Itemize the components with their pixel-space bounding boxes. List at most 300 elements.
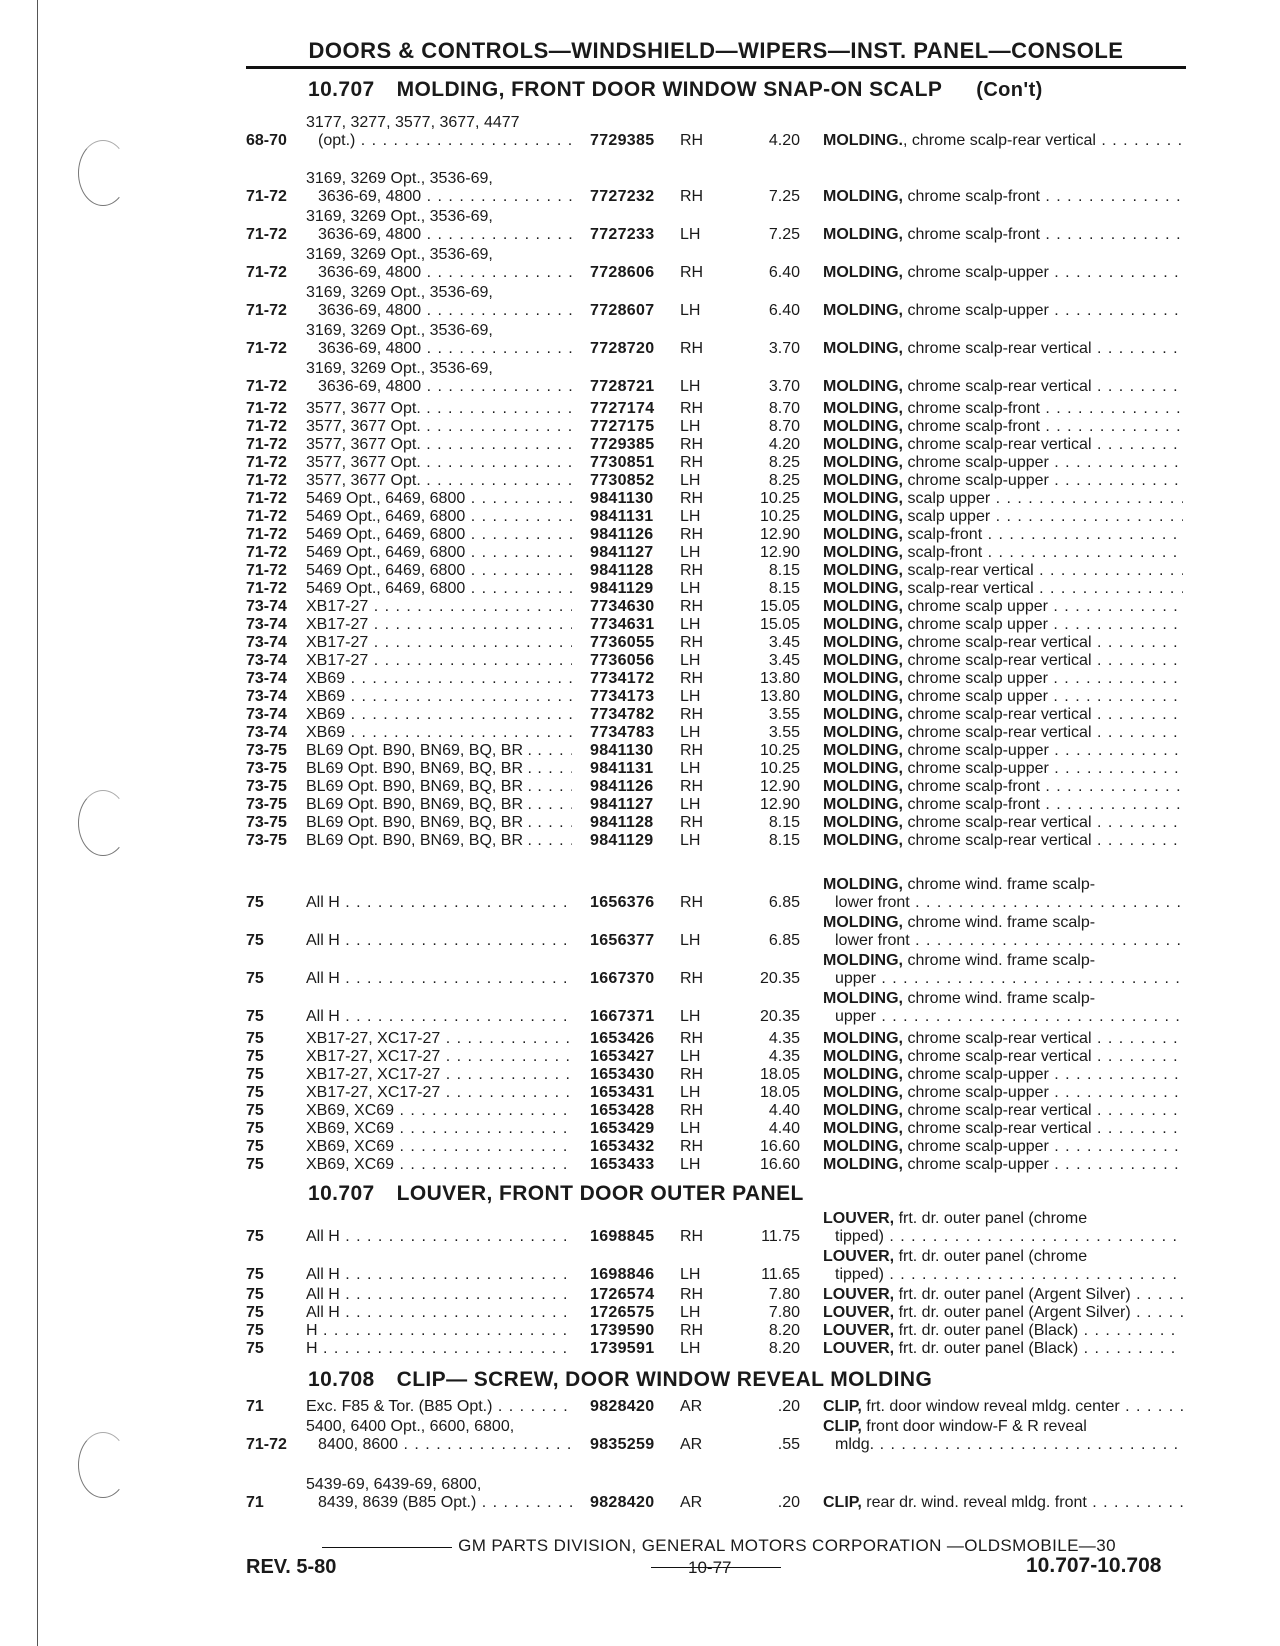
price: 8.15 bbox=[768, 814, 800, 831]
description-cell: CLIP, rear dr. wind. reveal mldg. front . . . bbox=[823, 1494, 1183, 1512]
year-range: 75 bbox=[246, 1340, 264, 1357]
part-number: 7736055 bbox=[590, 634, 655, 651]
part-number: 1653427 bbox=[590, 1048, 655, 1065]
model-cell: BL69 Opt. B90, BN69, BQ, BR . . . . bbox=[306, 778, 572, 796]
price: 10.25 bbox=[759, 490, 800, 507]
part-number: 1653430 bbox=[590, 1066, 655, 1083]
year-range: 75 bbox=[246, 1322, 264, 1339]
model-cell: 5469 Opt., 6469, 6800 . . . bbox=[306, 562, 572, 580]
description-cell: MOLDING, chrome scalp upper . . . bbox=[823, 598, 1183, 616]
description-cell: MOLDING, chrome scalp-rear vertical . . . bbox=[823, 814, 1183, 832]
model-cell: All H . . . bbox=[306, 1286, 572, 1304]
part-number: 7730851 bbox=[590, 454, 655, 471]
side-code: RH bbox=[680, 1138, 704, 1155]
model-cell: BL69 Opt. B90, BN69, BQ, BR . . . . bbox=[306, 760, 572, 778]
side-code: LH bbox=[680, 1156, 701, 1173]
model-cell: BL69 Opt. B90, BN69, BQ, BR . . . . bbox=[306, 814, 572, 832]
model-cell: XB69 . . . bbox=[306, 670, 572, 688]
part-number: 1653432 bbox=[590, 1138, 655, 1155]
description-cell: MOLDING, chrome scalp-rear vertical . . . bbox=[823, 340, 1183, 358]
part-number: 9841128 bbox=[590, 562, 654, 579]
description-cell: MOLDING, chrome scalp-rear vertical . . . bbox=[823, 706, 1183, 724]
side-code: RH bbox=[680, 132, 704, 149]
price: 18.05 bbox=[759, 1084, 800, 1101]
table-row bbox=[0, 990, 1280, 1026]
description-cell bbox=[823, 990, 1183, 1026]
price: 8.15 bbox=[768, 580, 800, 597]
model-cell: All H . . . bbox=[306, 1266, 572, 1284]
price: 16.60 bbox=[759, 1138, 800, 1155]
description-cell: MOLDING, chrome scalp-rear vertical . . . bbox=[823, 1102, 1183, 1120]
table-row bbox=[0, 246, 1280, 282]
side-code: RH bbox=[680, 598, 704, 615]
side-code: LH bbox=[680, 418, 701, 435]
model-cell: All H . . . bbox=[306, 894, 572, 912]
price: 7.80 bbox=[768, 1304, 800, 1321]
year-range: 71-72 bbox=[246, 508, 287, 525]
year-range: 75 bbox=[246, 1030, 264, 1047]
model-cell: BL69 Opt. B90, BN69, BQ, BR . . . . bbox=[306, 742, 572, 760]
year-range: 75 bbox=[246, 1304, 264, 1321]
description-cell: MOLDING, chrome scalp-front . . . bbox=[823, 418, 1183, 436]
model-line-2: 8400, 8600 . . . bbox=[306, 1436, 572, 1454]
year-range: 73-74 bbox=[246, 616, 287, 633]
price: .55 bbox=[777, 1436, 800, 1453]
price: 3.45 bbox=[768, 634, 800, 651]
description-cell: MOLDING, chrome scalp-upper . . . bbox=[823, 302, 1183, 320]
year-range: 73-75 bbox=[246, 742, 287, 759]
year-range: 75 bbox=[246, 1266, 264, 1283]
side-code: RH bbox=[680, 778, 704, 795]
year-range: 71-72 bbox=[246, 378, 287, 395]
side-code: LH bbox=[680, 932, 701, 949]
year-range: 71-72 bbox=[246, 302, 287, 319]
description-cell: MOLDING, chrome scalp-upper . . . bbox=[823, 1066, 1183, 1084]
part-number: 1667371 bbox=[590, 1008, 655, 1025]
part-number: 7734630 bbox=[590, 598, 655, 615]
year-range: 68-70 bbox=[246, 132, 287, 149]
year-range: 75 bbox=[246, 1102, 264, 1119]
year-range: 75 bbox=[246, 1120, 264, 1137]
description-cell: MOLDING, scalp upper . . . bbox=[823, 490, 1183, 508]
part-number: 7728607 bbox=[590, 302, 655, 319]
model-cell: XB17-27, XC17-27 . . . bbox=[306, 1030, 572, 1048]
side-code: LH bbox=[680, 378, 701, 395]
price: 3.55 bbox=[768, 706, 800, 723]
model-cell: 5469 Opt., 6469, 6800 . . . bbox=[306, 526, 572, 544]
part-number: 7727175 bbox=[590, 418, 655, 435]
model-line-2: 3636-69, 4800 . . . bbox=[306, 378, 572, 396]
model-cell bbox=[306, 114, 572, 150]
price: 8.25 bbox=[768, 454, 800, 471]
model-line-1: 3169, 3269 Opt., 3536-69, bbox=[306, 322, 493, 339]
description-cell: MOLDING, chrome scalp-rear vertical . . . bbox=[823, 832, 1183, 850]
part-number: 7730852 bbox=[590, 472, 655, 489]
side-code: RH bbox=[680, 1286, 704, 1303]
model-line-1: 5400, 6400 Opt., 6600, 6800, bbox=[306, 1418, 515, 1435]
price: 4.35 bbox=[768, 1048, 800, 1065]
description-cell bbox=[823, 1418, 1183, 1454]
description-cell: MOLDING, chrome scalp upper . . . bbox=[823, 688, 1183, 706]
price: 8.25 bbox=[768, 472, 800, 489]
model-line-2: 3636-69, 4800 . . . bbox=[306, 188, 572, 206]
part-number: 1698845 bbox=[590, 1228, 655, 1245]
year-range: 71-72 bbox=[246, 472, 287, 489]
description-line-1: MOLDING, chrome wind. frame scalp- bbox=[823, 914, 1096, 931]
model-cell: 3577, 3677 Opt. . . . bbox=[306, 418, 572, 436]
model-line-2: 8439, 8639 (B85 Opt.) . . . bbox=[306, 1494, 572, 1512]
description-cell: MOLDING, chrome scalp-front . . . bbox=[823, 796, 1183, 814]
model-cell: 5469 Opt., 6469, 6800 . . . bbox=[306, 508, 572, 526]
description-line-1: MOLDING, chrome wind. frame scalp- bbox=[823, 990, 1096, 1007]
side-code: RH bbox=[680, 814, 704, 831]
price: 3.55 bbox=[768, 724, 800, 741]
part-number: 1739591 bbox=[590, 1340, 655, 1357]
price: 20.35 bbox=[759, 1008, 800, 1025]
part-number: 9841130 bbox=[590, 490, 654, 507]
side-code: RH bbox=[680, 340, 704, 357]
side-code: RH bbox=[680, 264, 704, 281]
year-range: 75 bbox=[246, 1228, 264, 1245]
model-cell: XB17-27, XC17-27 . . . bbox=[306, 1048, 572, 1066]
table-row bbox=[0, 1210, 1280, 1246]
year-range: 75 bbox=[246, 1008, 264, 1025]
section-number: 10.707 bbox=[308, 1182, 375, 1205]
table-row bbox=[0, 1418, 1280, 1454]
price: 10.25 bbox=[759, 508, 800, 525]
part-number: 1667370 bbox=[590, 970, 655, 987]
description-cell: MOLDING, chrome scalp-rear vertical . . . bbox=[823, 634, 1183, 652]
table-row bbox=[0, 914, 1280, 950]
price: 16.60 bbox=[759, 1156, 800, 1173]
section-continued: (Con't) bbox=[976, 79, 1043, 101]
year-range: 73-74 bbox=[246, 688, 287, 705]
table-row bbox=[0, 1156, 1280, 1192]
section-number: 10.707 bbox=[308, 78, 375, 101]
description-cell: MOLDING, chrome scalp-front . . . bbox=[823, 188, 1183, 206]
model-cell: 5469 Opt., 6469, 6800 . . . bbox=[306, 580, 572, 598]
year-range: 73-74 bbox=[246, 634, 287, 651]
price: 12.90 bbox=[759, 526, 800, 543]
part-number: 7728606 bbox=[590, 264, 655, 281]
description-line-2: upper . . . bbox=[823, 1008, 1183, 1026]
side-code: RH bbox=[680, 1066, 704, 1083]
year-range: 71-72 bbox=[246, 1436, 287, 1453]
side-code: LH bbox=[680, 1340, 701, 1357]
part-number: 9841129 bbox=[590, 580, 654, 597]
description-cell: MOLDING, chrome scalp upper . . . bbox=[823, 616, 1183, 634]
part-number: 1656377 bbox=[590, 932, 655, 949]
model-cell: XB69 . . . bbox=[306, 688, 572, 706]
model-line-1: 5439-69, 6439-69, 6800, bbox=[306, 1476, 482, 1493]
model-cell: BL69 Opt. B90, BN69, BQ, BR . . . . bbox=[306, 832, 572, 850]
side-code: RH bbox=[680, 706, 704, 723]
page-reference: 10.707-10.708 bbox=[1026, 1554, 1162, 1577]
part-number: 9835259 bbox=[590, 1436, 655, 1453]
description-cell: MOLDING, chrome scalp-upper . . . bbox=[823, 1084, 1183, 1102]
model-cell bbox=[306, 284, 572, 320]
price: .20 bbox=[777, 1494, 800, 1511]
model-cell bbox=[306, 170, 572, 206]
footer-line bbox=[246, 1536, 1186, 1556]
model-cell bbox=[306, 208, 572, 244]
year-range: 73-75 bbox=[246, 814, 287, 831]
price: 11.65 bbox=[761, 1266, 800, 1283]
description-cell: MOLDING, chrome scalp upper . . . bbox=[823, 670, 1183, 688]
side-code: RH bbox=[680, 670, 704, 687]
price: 12.90 bbox=[759, 778, 800, 795]
side-code: LH bbox=[680, 302, 701, 319]
model-cell: XB17-27 . . . bbox=[306, 652, 572, 670]
part-number: 7734631 bbox=[590, 616, 655, 633]
part-number: 7727174 bbox=[590, 400, 655, 417]
side-code: LH bbox=[680, 1120, 701, 1137]
description-cell: MOLDING, chrome scalp-upper . . . bbox=[823, 1156, 1183, 1174]
year-range: 75 bbox=[246, 932, 264, 949]
description-cell: MOLDING, chrome scalp-rear vertical . . . bbox=[823, 724, 1183, 742]
model-line-2: 3636-69, 4800 . . . bbox=[306, 264, 572, 282]
side-code: AR bbox=[680, 1494, 703, 1511]
year-range: 71-72 bbox=[246, 526, 287, 543]
description-cell: MOLDING, chrome scalp-upper . . . bbox=[823, 1138, 1183, 1156]
description-cell: MOLDING, chrome scalp-rear vertical . . . bbox=[823, 436, 1183, 454]
part-number: 7734173 bbox=[590, 688, 655, 705]
price: 8.70 bbox=[768, 418, 800, 435]
year-range: 73-74 bbox=[246, 652, 287, 669]
part-number: 7736056 bbox=[590, 652, 655, 669]
side-code: LH bbox=[680, 472, 701, 489]
year-range: 71-72 bbox=[246, 340, 287, 357]
price: 6.85 bbox=[768, 932, 800, 949]
model-line-2: 3636-69, 4800 . . . bbox=[306, 340, 572, 358]
price: 8.15 bbox=[768, 832, 800, 849]
price: 3.70 bbox=[768, 340, 800, 357]
side-code: RH bbox=[680, 454, 704, 471]
model-cell bbox=[306, 246, 572, 282]
model-cell bbox=[306, 360, 572, 396]
part-number: 9841128 bbox=[590, 814, 654, 831]
side-code: LH bbox=[680, 724, 701, 741]
description-cell: MOLDING, scalp upper . . . bbox=[823, 508, 1183, 526]
model-line-2: 3636-69, 4800 . . . bbox=[306, 302, 572, 320]
table-row bbox=[0, 322, 1280, 358]
side-code: RH bbox=[680, 970, 704, 987]
year-range: 75 bbox=[246, 1156, 264, 1173]
description-line-1: LOUVER, frt. dr. outer panel (chrome bbox=[823, 1248, 1088, 1265]
model-cell: XB17-27 . . . bbox=[306, 634, 572, 652]
side-code: AR bbox=[680, 1436, 703, 1453]
price: 8.20 bbox=[768, 1340, 800, 1357]
year-range: 71-72 bbox=[246, 188, 287, 205]
table-row bbox=[0, 170, 1280, 206]
price: 18.05 bbox=[759, 1066, 800, 1083]
side-code: LH bbox=[680, 1084, 701, 1101]
price: 4.20 bbox=[768, 436, 800, 453]
price: 4.35 bbox=[768, 1030, 800, 1047]
model-cell bbox=[306, 1476, 572, 1512]
part-number: 9841127 bbox=[590, 544, 654, 561]
model-cell bbox=[306, 322, 572, 358]
part-number: 9841130 bbox=[590, 742, 654, 759]
table-row bbox=[0, 1248, 1280, 1284]
description-cell: MOLDING, chrome scalp-front . . . bbox=[823, 778, 1183, 796]
table-row bbox=[0, 876, 1280, 912]
side-code: RH bbox=[680, 562, 704, 579]
description-cell: LOUVER, frt. dr. outer panel (Black) . . . bbox=[823, 1322, 1183, 1340]
description-line-1: CLIP, front door window-F & R reveal bbox=[823, 1418, 1087, 1435]
description-line-2: tipped) . . . bbox=[823, 1266, 1183, 1284]
part-number: 7734172 bbox=[590, 670, 655, 687]
table-row bbox=[0, 114, 1280, 150]
price: 6.40 bbox=[768, 264, 800, 281]
year-range: 73-74 bbox=[246, 598, 287, 615]
price: 13.80 bbox=[759, 688, 800, 705]
part-number: 1726574 bbox=[590, 1286, 655, 1303]
part-number: 9841129 bbox=[590, 832, 654, 849]
side-code: RH bbox=[680, 490, 704, 507]
model-cell: 3577, 3677 Opt. . . . bbox=[306, 454, 572, 472]
price: 6.85 bbox=[768, 894, 800, 911]
part-number: 7729385 bbox=[590, 132, 655, 149]
price: 8.15 bbox=[768, 562, 800, 579]
side-code: RH bbox=[680, 1228, 704, 1245]
price: 12.90 bbox=[759, 796, 800, 813]
model-cell: H . . . bbox=[306, 1322, 572, 1340]
price: 10.25 bbox=[759, 742, 800, 759]
price: 20.35 bbox=[759, 970, 800, 987]
model-line-2: 3636-69, 4800 . . . bbox=[306, 226, 572, 244]
description-line-2: mldg. . . . bbox=[823, 1436, 1183, 1454]
side-code: RH bbox=[680, 526, 704, 543]
model-cell bbox=[306, 1418, 572, 1454]
model-cell: XB17-27, XC17-27 . . . bbox=[306, 1066, 572, 1084]
model-line-1: 3169, 3269 Opt., 3536-69, bbox=[306, 170, 493, 187]
part-number: 7729385 bbox=[590, 436, 655, 453]
table-row bbox=[0, 284, 1280, 320]
table-row bbox=[0, 360, 1280, 396]
description-cell: LOUVER, frt. dr. outer panel (Argent Silver) . . . bbox=[823, 1304, 1183, 1322]
page-header: DOORS & CONTROLS—WINDSHIELD—WIPERS—INST. PANEL—CONSOLE bbox=[308, 38, 1124, 63]
price: 10.25 bbox=[759, 760, 800, 777]
description-cell: MOLDING, scalp-front . . . bbox=[823, 544, 1183, 562]
section-name: LOUVER, FRONT DOOR OUTER PANEL bbox=[396, 1182, 804, 1205]
description-cell: MOLDING, scalp-front . . . bbox=[823, 526, 1183, 544]
part-number: 9841131 bbox=[590, 760, 654, 777]
description-cell: MOLDING, chrome scalp-upper . . . bbox=[823, 454, 1183, 472]
side-code: LH bbox=[680, 796, 701, 813]
model-cell: All H . . . bbox=[306, 932, 572, 950]
year-range: 75 bbox=[246, 1066, 264, 1083]
description-line-2: lower front . . . bbox=[823, 932, 1183, 950]
side-code: LH bbox=[680, 832, 701, 849]
part-number: 1726575 bbox=[590, 1304, 655, 1321]
description-cell: LOUVER, frt. dr. outer panel (Black) . . . bbox=[823, 1340, 1183, 1358]
model-cell: XB69, XC69 . . . bbox=[306, 1102, 572, 1120]
year-range: 75 bbox=[246, 1084, 264, 1101]
part-number: 1653433 bbox=[590, 1156, 655, 1173]
year-range: 73-74 bbox=[246, 724, 287, 741]
year-range: 73-75 bbox=[246, 778, 287, 795]
model-line-1: 3169, 3269 Opt., 3536-69, bbox=[306, 208, 493, 225]
model-cell: All H . . . bbox=[306, 1228, 572, 1246]
model-cell: All H . . . bbox=[306, 970, 572, 988]
year-range: 73-74 bbox=[246, 706, 287, 723]
year-range: 71-72 bbox=[246, 580, 287, 597]
year-range: 71 bbox=[246, 1494, 264, 1511]
model-line-1: 3169, 3269 Opt., 3536-69, bbox=[306, 246, 493, 263]
part-number: 1698846 bbox=[590, 1266, 655, 1283]
year-range: 71-72 bbox=[246, 490, 287, 507]
model-cell: 3577, 3677 Opt. . . . bbox=[306, 472, 572, 490]
side-code: RH bbox=[680, 634, 704, 651]
description-cell: MOLDING, chrome scalp-upper . . . bbox=[823, 742, 1183, 760]
year-range: 75 bbox=[246, 1138, 264, 1155]
year-range: 71-72 bbox=[246, 436, 287, 453]
year-range: 71-72 bbox=[246, 418, 287, 435]
section-title bbox=[308, 78, 1043, 102]
description-cell bbox=[823, 1248, 1183, 1284]
part-number: 1653431 bbox=[590, 1084, 655, 1101]
side-code: RH bbox=[680, 894, 704, 911]
side-code: LH bbox=[680, 688, 701, 705]
side-code: LH bbox=[680, 1304, 701, 1321]
side-code: RH bbox=[680, 1102, 704, 1119]
part-number: 1653429 bbox=[590, 1120, 655, 1137]
description-cell: LOUVER, frt. dr. outer panel (Argent Silver) . . . bbox=[823, 1286, 1183, 1304]
year-range: 73-75 bbox=[246, 832, 287, 849]
description-cell: MOLDING., chrome scalp-rear vertical . . . bbox=[823, 132, 1183, 150]
part-number: 1739590 bbox=[590, 1322, 655, 1339]
description-line-1: MOLDING, chrome wind. frame scalp- bbox=[823, 952, 1096, 969]
description-line-1: MOLDING, chrome wind. frame scalp- bbox=[823, 876, 1096, 893]
part-number: 7727233 bbox=[590, 226, 655, 243]
description-line-2: upper . . . bbox=[823, 970, 1183, 988]
revision-date: REV. 5-80 bbox=[246, 1556, 337, 1578]
model-line-2: (opt.) . . . bbox=[306, 132, 572, 150]
page-number: 10-77 bbox=[688, 1558, 732, 1577]
description-cell bbox=[823, 1210, 1183, 1246]
year-range: 71-72 bbox=[246, 562, 287, 579]
model-cell: Exc. F85 & Tor. (B85 Opt.) . . . bbox=[306, 1398, 572, 1416]
model-cell: XB69, XC69 . . . bbox=[306, 1120, 572, 1138]
year-range: 75 bbox=[246, 1286, 264, 1303]
price: 8.20 bbox=[768, 1322, 800, 1339]
price: .20 bbox=[777, 1398, 800, 1415]
price: 3.70 bbox=[768, 378, 800, 395]
model-cell: XB69, XC69 . . . bbox=[306, 1156, 572, 1174]
model-line-1: 3169, 3269 Opt., 3536-69, bbox=[306, 360, 493, 377]
description-cell: MOLDING, chrome scalp-upper . . . bbox=[823, 472, 1183, 490]
price: 4.40 bbox=[768, 1102, 800, 1119]
model-cell: XB69 . . . bbox=[306, 706, 572, 724]
description-cell: MOLDING, scalp-rear vertical . . . bbox=[823, 562, 1183, 580]
section-number: 10.708 bbox=[308, 1368, 375, 1391]
side-code: LH bbox=[680, 1008, 701, 1025]
table-row bbox=[0, 208, 1280, 244]
description-cell: MOLDING, chrome scalp-front . . . bbox=[823, 226, 1183, 244]
side-code: AR bbox=[680, 1398, 703, 1415]
model-cell: XB17-27, XC17-27 . . . bbox=[306, 1084, 572, 1102]
table-row bbox=[0, 832, 1280, 868]
price: 7.25 bbox=[768, 226, 800, 243]
year-range: 71-72 bbox=[246, 400, 287, 417]
side-code: LH bbox=[680, 544, 701, 561]
description-cell: MOLDING, chrome scalp-rear vertical . . . bbox=[823, 1030, 1183, 1048]
model-line-1: 3169, 3269 Opt., 3536-69, bbox=[306, 284, 493, 301]
section-name: CLIP— SCREW, DOOR WINDOW REVEAL MOLDING bbox=[396, 1368, 933, 1391]
description-cell: MOLDING, scalp-rear vertical . . . bbox=[823, 580, 1183, 598]
price: 3.45 bbox=[768, 652, 800, 669]
